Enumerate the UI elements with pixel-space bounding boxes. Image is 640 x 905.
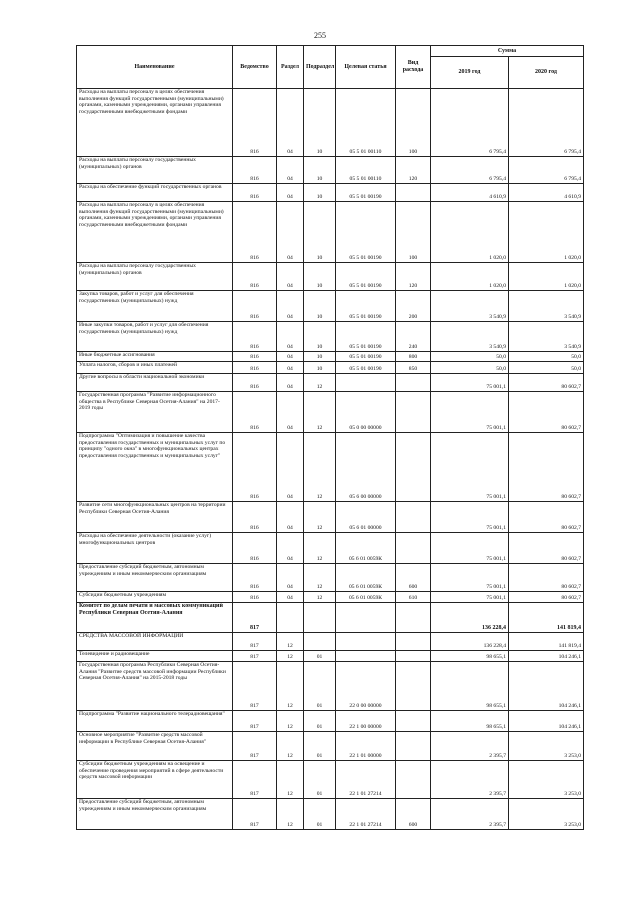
row-razdel: 12 [277,732,304,761]
row-2019: 6 795,4 [431,157,509,184]
row-name: Расходы на обеспечение функций государственных органов [77,184,233,202]
row-article [336,374,396,392]
row-podrazdel: 10 [304,157,336,184]
table-row [77,662,584,711]
row-2019: 2 395,7 [431,732,509,761]
row-vedomstvo: 817 [233,732,277,761]
table-row [77,263,584,291]
row-article: 05 6 01 0059К [336,533,396,564]
row-article [336,651,396,662]
row-razdel: 04 [277,352,304,362]
table-row [77,651,584,662]
row-2019: 4 610,9 [431,184,509,202]
row-2019: 136 228,4 [431,603,509,633]
row-name: Уплата налогов, сборов и иных платежей [77,362,233,374]
row-name: Расходы на выплаты персоналу государственных (муниципальных) органов [77,157,233,184]
row-vedomstvo: 816 [233,322,277,352]
row-vedomstvo: 817 [233,799,277,830]
row-2020: 6 795,4 [509,157,584,184]
row-2020: 141 819,4 [509,603,584,633]
table-row [77,592,584,603]
row-2019: 50,0 [431,352,509,362]
row-vid [396,603,431,633]
row-name: Комитет по делам печати и массовых коммуникаций Республики Северная Осетия-Алания [77,603,233,633]
row-2019: 3 540,9 [431,322,509,352]
page-number: 255 [314,31,326,40]
row-podrazdel [304,603,336,633]
row-2020: 104 246,1 [509,662,584,711]
row-article: 22 1 01 27214 [336,799,396,830]
row-vid: 240 [396,322,431,352]
row-2020: 104 246,1 [509,711,584,732]
row-2019: 136 228,4 [431,633,509,651]
row-name: СРЕДСТВА МАССОВОЙ ИНФОРМАЦИИ [77,633,233,651]
row-article: 05 5 01 00190 [336,322,396,352]
row-podrazdel: 10 [304,291,336,322]
row-razdel: 04 [277,433,304,502]
row-article: 05 6 01 0059К [336,564,396,592]
table-row [77,392,584,433]
row-article: 05 6 01 00000 [336,502,396,533]
row-2020: 80 602,7 [509,502,584,533]
row-name: Предоставление субсидий бюджетным, автономным учреждениям и иным некоммерческим организациям [77,799,233,830]
header-vid: Вид расхода [396,46,431,89]
row-vid: 120 [396,263,431,291]
row-razdel: 04 [277,533,304,564]
row-2020: 80 602,7 [509,433,584,502]
row-2019: 75 001,1 [431,502,509,533]
row-2020: 1 020,0 [509,202,584,263]
row-name: Расходы на выплаты персоналу в целях обеспечения выполнения функций государственными (муниципальными) органами, казенными учреждениями, органами управления государственными внебюджетными фондами [77,89,233,157]
table-row [77,374,584,392]
row-article: 05 5 01 00110 [336,157,396,184]
row-podrazdel: 10 [304,202,336,263]
row-vedomstvo: 817 [233,761,277,799]
row-vedomstvo: 816 [233,89,277,157]
row-razdel: 04 [277,322,304,352]
row-podrazdel: 10 [304,184,336,202]
row-name: Подпрограмма "Оптимизация и повышение качества предоставления государственных и муниципальных услуг по принципу "одного окна" в многофункциональных центрах предоставления государственных и муниципальных услуг" [77,433,233,502]
row-razdel: 12 [277,761,304,799]
table-body [77,89,584,830]
row-2020: 1 020,0 [509,263,584,291]
table-row [77,533,584,564]
row-name: Субсидии бюджетным учреждениям [77,592,233,603]
row-vid [396,651,431,662]
row-podrazdel: 12 [304,564,336,592]
row-2019: 3 540,9 [431,291,509,322]
row-name: Расходы на выплаты персоналу государственных (муниципальных) органов [77,263,233,291]
row-podrazdel: 10 [304,352,336,362]
row-podrazdel: 01 [304,732,336,761]
row-2020: 104 246,1 [509,651,584,662]
table-row [77,157,584,184]
row-article: 05 5 01 00190 [336,291,396,322]
row-2019: 98 655,1 [431,651,509,662]
row-podrazdel: 10 [304,362,336,374]
row-name: Закупка товаров, работ и услуг для обеспечения государственных (муниципальных) нужд [77,291,233,322]
row-article [336,603,396,633]
row-vedomstvo: 816 [233,392,277,433]
row-razdel: 04 [277,374,304,392]
header-razdel: Раздел [277,46,304,89]
row-vid [396,732,431,761]
row-razdel: 04 [277,592,304,603]
row-razdel: 04 [277,263,304,291]
row-podrazdel: 12 [304,502,336,533]
row-2019: 2 395,7 [431,799,509,830]
row-podrazdel: 01 [304,711,336,732]
row-vid [396,502,431,533]
row-2020: 80 602,7 [509,533,584,564]
row-article: 22 1 00 00000 [336,711,396,732]
row-2020: 3 540,9 [509,322,584,352]
row-2019: 75 001,1 [431,592,509,603]
row-2020: 3 253,0 [509,732,584,761]
header-2020: 2020 год [509,57,584,89]
row-article [336,633,396,651]
row-article: 22 1 01 27214 [336,761,396,799]
row-vid: 120 [396,157,431,184]
row-2020: 6 795,4 [509,89,584,157]
table-row [77,732,584,761]
row-vedomstvo: 816 [233,291,277,322]
row-2020: 4 610,9 [509,184,584,202]
row-vedomstvo: 816 [233,157,277,184]
row-razdel: 04 [277,502,304,533]
table-row [77,322,584,352]
row-name: Другие вопросы в области национальной экономики [77,374,233,392]
row-podrazdel: 12 [304,592,336,603]
table-row [77,799,584,830]
table-row [77,184,584,202]
row-2020: 80 602,7 [509,374,584,392]
header-podrazdel: Подраздел [304,46,336,89]
table-row [77,603,584,633]
table-row [77,362,584,374]
row-vid: 600 [396,799,431,830]
row-2019: 75 001,1 [431,433,509,502]
row-vedomstvo: 816 [233,184,277,202]
row-name: Расходы на выплаты персоналу в целях обеспечения выполнения функций государственными (муниципальными) органами, казенными учреждениями, органами управления государственными внебюджетными фондами [77,202,233,263]
header-vedomstvo: Ведомство [233,46,277,89]
row-name: Основное мероприятие "Развитие средств массовой информации в Республике Северная Осетия-Алания" [77,732,233,761]
row-vid [396,433,431,502]
row-article: 22 0 00 00000 [336,662,396,711]
table-row [77,633,584,651]
row-name: Подпрограмма "Развитие национального телерадиовещания" [77,711,233,732]
row-razdel: 12 [277,651,304,662]
row-article: 05 5 01 00190 [336,263,396,291]
row-podrazdel: 10 [304,89,336,157]
row-razdel [277,603,304,633]
row-razdel: 04 [277,291,304,322]
row-name: Государственная программа "Развитие информационного общества в Республике Северная Осетия-Алания" на 2017-2019 годы [77,392,233,433]
row-2019: 2 395,7 [431,761,509,799]
row-article: 05 6 00 00000 [336,433,396,502]
row-vid [396,633,431,651]
row-2019: 6 795,4 [431,89,509,157]
row-podrazdel: 10 [304,263,336,291]
row-vid [396,761,431,799]
row-2019: 75 001,1 [431,533,509,564]
row-vid [396,662,431,711]
row-vid: 850 [396,362,431,374]
row-vedomstvo: 816 [233,263,277,291]
row-2019: 75 001,1 [431,392,509,433]
row-razdel: 04 [277,202,304,263]
row-2019: 1 020,0 [431,202,509,263]
row-article: 05 5 01 00190 [336,352,396,362]
budget-table [76,45,584,830]
row-vid [396,711,431,732]
row-vedomstvo: 816 [233,533,277,564]
row-vedomstvo: 816 [233,352,277,362]
row-article: 05 6 01 0059К [336,592,396,603]
row-2020: 50,0 [509,352,584,362]
row-podrazdel: 01 [304,662,336,711]
row-2019: 75 001,1 [431,374,509,392]
row-podrazdel: 01 [304,651,336,662]
row-vid: 610 [396,592,431,603]
row-razdel: 04 [277,362,304,374]
row-podrazdel: 10 [304,322,336,352]
row-razdel: 04 [277,157,304,184]
table-row [77,89,584,157]
row-vedomstvo: 816 [233,433,277,502]
row-2019: 98 655,1 [431,711,509,732]
header-2019: 2019 год [431,57,509,89]
header-summa: Сумма [431,46,584,57]
header-article: Целевая статья [336,46,396,89]
row-2019: 75 001,1 [431,564,509,592]
row-name: Субсидии бюджетным учреждениям на освещение и обеспечение проведения мероприятий в сфере деятельности средств массовой информации [77,761,233,799]
row-vedomstvo: 816 [233,362,277,374]
row-vid [396,533,431,564]
table-row [77,761,584,799]
row-vedomstvo: 817 [233,603,277,633]
row-article: 05 0 00 00000 [336,392,396,433]
row-razdel: 04 [277,392,304,433]
table-row [77,711,584,732]
row-2020: 80 602,7 [509,592,584,603]
row-2020: 3 540,9 [509,291,584,322]
row-2020: 80 602,7 [509,564,584,592]
table-row [77,502,584,533]
row-vid: 800 [396,352,431,362]
table-row [77,564,584,592]
row-razdel: 04 [277,184,304,202]
row-vedomstvo: 816 [233,564,277,592]
row-name: Иные бюджетные ассигнования [77,352,233,362]
table-row [77,291,584,322]
row-2020: 3 253,0 [509,761,584,799]
row-2020: 80 602,7 [509,392,584,433]
row-2020: 141 819,4 [509,633,584,651]
row-vid: 600 [396,564,431,592]
row-2019: 98 655,1 [431,662,509,711]
row-article: 05 5 01 00190 [336,362,396,374]
table-row [77,433,584,502]
row-article: 22 1 01 00000 [336,732,396,761]
row-vedomstvo: 816 [233,374,277,392]
row-vid [396,184,431,202]
row-vedomstvo: 817 [233,711,277,732]
row-article: 05 5 01 00190 [336,184,396,202]
row-podrazdel: 01 [304,761,336,799]
row-vedomstvo: 816 [233,502,277,533]
row-vedomstvo: 816 [233,592,277,603]
row-vedomstvo: 816 [233,202,277,263]
row-name: Предоставление субсидий бюджетным, автономным учреждениям и иным некоммерческим организациям [77,564,233,592]
row-podrazdel: 12 [304,433,336,502]
header-name: Наименование [77,46,233,89]
row-2020: 50,0 [509,362,584,374]
row-name: Государственная программа Республики Северная Осетия-Алания "Развитие средств массовой информации Республики Северная Осетия-Алания" на 2015-2018 годы [77,662,233,711]
row-2019: 50,0 [431,362,509,374]
row-name: Развитие сети многофункциональных центров на территории Республики Северная Осетия-Алания [77,502,233,533]
table-row [77,352,584,362]
row-article: 05 5 01 00190 [336,202,396,263]
row-vedomstvo: 817 [233,633,277,651]
row-podrazdel: 12 [304,374,336,392]
row-podrazdel: 12 [304,533,336,564]
row-razdel: 04 [277,564,304,592]
row-name: Телевидение и радиовещание [77,651,233,662]
row-razdel: 12 [277,799,304,830]
row-2020: 3 253,0 [509,799,584,830]
table-row [77,202,584,263]
row-vid: 100 [396,202,431,263]
row-razdel: 12 [277,711,304,732]
row-razdel: 12 [277,662,304,711]
row-vedomstvo: 817 [233,651,277,662]
row-podrazdel: 12 [304,392,336,433]
row-2019: 1 020,0 [431,263,509,291]
row-vid [396,392,431,433]
row-name: Расходы на обеспечение деятельности (оказание услуг) многофункциональных центров [77,533,233,564]
row-name: Иные закупки товаров, работ и услуг для обеспечения государственных (муниципальных) нужд [77,322,233,352]
row-vedomstvo: 817 [233,662,277,711]
row-vid [396,374,431,392]
row-podrazdel [304,633,336,651]
row-podrazdel: 01 [304,799,336,830]
row-vid: 100 [396,89,431,157]
row-razdel: 12 [277,633,304,651]
row-article: 05 5 01 00110 [336,89,396,157]
row-razdel: 04 [277,89,304,157]
row-vid: 200 [396,291,431,322]
